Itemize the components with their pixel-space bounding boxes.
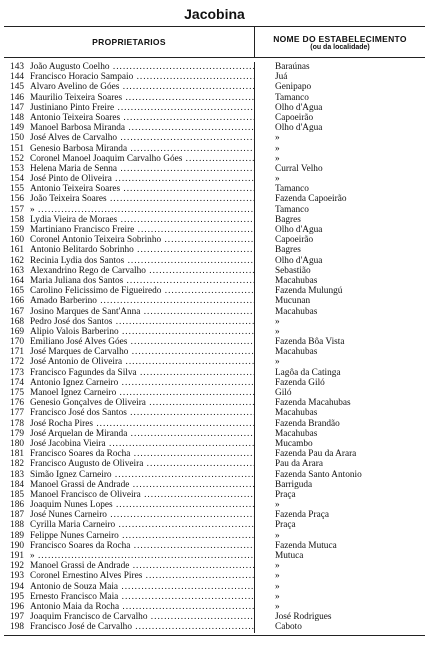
estabelecimento-cell: Olho d'Agua bbox=[275, 102, 323, 113]
estabelecimento-cell: Giló bbox=[275, 388, 292, 398]
row-number: 184 bbox=[10, 479, 24, 490]
row-number: 186 bbox=[10, 500, 24, 511]
proprietario-name: Recinia Lydia dos Santos bbox=[30, 255, 125, 266]
table-body bbox=[4, 58, 425, 635]
proprietario-cell bbox=[30, 286, 255, 296]
table-row bbox=[4, 144, 425, 154]
estabelecimento-cell: » bbox=[275, 530, 280, 541]
proprietario-cell bbox=[30, 480, 255, 490]
proprietario-name: Martiniano Francisco Freire bbox=[30, 225, 135, 235]
proprietario-name: José Alves de Carvalho bbox=[30, 133, 118, 144]
proprietario-cell bbox=[30, 378, 255, 388]
estabelecimento-cell: Genipapo bbox=[275, 82, 312, 93]
table-row bbox=[4, 245, 425, 255]
proprietario-name: José Pinto de Oliveira bbox=[30, 174, 112, 185]
row-number: 146 bbox=[10, 92, 24, 103]
header-estabelecimento bbox=[255, 27, 425, 57]
row-number: 176 bbox=[10, 398, 24, 409]
row-number: 180 bbox=[10, 438, 24, 449]
table-row bbox=[4, 133, 425, 143]
row-number: 159 bbox=[10, 225, 24, 235]
table-row bbox=[4, 317, 425, 327]
table-row bbox=[4, 307, 425, 317]
table-row bbox=[4, 357, 425, 367]
proprietario-name: Pedro José dos Santos bbox=[30, 316, 113, 327]
table-row bbox=[4, 225, 425, 235]
estabelecimento-cell: Macahubas bbox=[275, 306, 318, 317]
estabelecimento-cell: Olho d'Agua bbox=[275, 225, 323, 235]
estabelecimento-cell: » bbox=[275, 143, 280, 154]
proprietario-cell bbox=[30, 357, 255, 367]
estabelecimento-cell: Bagres bbox=[275, 214, 301, 225]
estabelecimento-cell: » bbox=[275, 571, 280, 582]
table-row bbox=[4, 500, 425, 510]
estabelecimento-cell: » bbox=[275, 601, 280, 612]
table-row bbox=[4, 510, 425, 520]
estabelecimento-cell: Macahubas bbox=[275, 347, 318, 358]
row-number: 183 bbox=[10, 469, 24, 480]
proprietario-cell bbox=[30, 368, 255, 378]
proprietario-cell bbox=[30, 582, 255, 592]
row-number: 162 bbox=[10, 255, 24, 266]
proprietario-cell bbox=[30, 470, 255, 480]
estabelecimento-cell: » bbox=[275, 591, 280, 602]
row-number: 153 bbox=[10, 163, 24, 174]
proprietario-name: Carolino Felicissimo de Figueiredo bbox=[30, 286, 162, 297]
proprietario-name: Francisco Augusto de Oliveira bbox=[30, 459, 144, 470]
proprietario-cell bbox=[30, 296, 255, 306]
table-row bbox=[4, 439, 425, 449]
proprietario-cell bbox=[30, 571, 255, 581]
table-row bbox=[4, 103, 425, 113]
table-row bbox=[4, 459, 425, 469]
estabelecimento-cell: Mucunan bbox=[275, 296, 311, 307]
estabelecimento-cell: Fazenda Brandão bbox=[275, 418, 340, 429]
page-title: Jacobina bbox=[184, 6, 245, 22]
estabelecimento-cell: » bbox=[275, 316, 280, 327]
row-number: 174 bbox=[10, 377, 24, 388]
proprietario-cell bbox=[30, 184, 255, 194]
estabelecimento-cell: Tamanco bbox=[275, 92, 309, 103]
estabelecimento-cell: » bbox=[275, 581, 280, 592]
proprietario-cell bbox=[30, 541, 255, 551]
proprietario-cell bbox=[30, 449, 255, 459]
table-row bbox=[4, 215, 425, 225]
row-number: 178 bbox=[10, 418, 24, 429]
proprietario-name: Francisco José de Carvalho bbox=[30, 622, 132, 633]
proprietario-cell bbox=[30, 459, 255, 469]
proprietario-name: Antonio de Souza Maia bbox=[30, 581, 119, 592]
proprietario-cell bbox=[30, 174, 255, 184]
row-number: 152 bbox=[10, 153, 24, 164]
estabelecimento-cell: Macahubas bbox=[275, 275, 318, 286]
table-row bbox=[4, 113, 425, 123]
table-row bbox=[4, 449, 425, 459]
proprietario-cell bbox=[30, 307, 255, 317]
proprietario-cell bbox=[30, 561, 255, 571]
row-number: 165 bbox=[10, 286, 24, 297]
proprietario-cell bbox=[30, 164, 255, 174]
proprietario-name: João Teixeira Soares bbox=[30, 194, 107, 205]
table-row bbox=[4, 266, 425, 276]
proprietario-name: Ernesto Francisco Maia bbox=[30, 591, 119, 602]
proprietario-cell bbox=[30, 266, 255, 276]
proprietario-name: Antonio Ignez Carneiro bbox=[30, 377, 119, 388]
estabelecimento-cell: » bbox=[275, 561, 280, 572]
estabelecimento-cell: Tamanco bbox=[275, 204, 309, 215]
estabelecimento-cell: Fazenda Capoeirão bbox=[275, 194, 347, 205]
row-number: 161 bbox=[10, 245, 24, 256]
estabelecimento-cell: Macahubas bbox=[275, 428, 318, 439]
table-row bbox=[4, 62, 425, 72]
row-number: 197 bbox=[10, 612, 24, 623]
estabelecimento-cell: Capoeirão bbox=[275, 112, 314, 123]
row-number: 143 bbox=[10, 62, 24, 72]
proprietario-name: Maria Juliana dos Santos bbox=[30, 275, 124, 286]
table-row bbox=[4, 194, 425, 204]
row-number: 158 bbox=[10, 214, 24, 225]
row-number: 167 bbox=[10, 306, 24, 317]
proprietario-cell bbox=[30, 225, 255, 235]
row-number: 163 bbox=[10, 265, 24, 276]
estabelecimento-cell: Fazenda Pau da Arara bbox=[275, 449, 357, 460]
row-number: 145 bbox=[10, 82, 24, 93]
row-number: 179 bbox=[10, 428, 24, 439]
proprietario-name: Francisco Soares da Rocha bbox=[30, 449, 131, 460]
row-number: 177 bbox=[10, 408, 24, 419]
proprietario-name: Joaquim Nunes Lopes bbox=[30, 500, 113, 511]
table-row bbox=[4, 429, 425, 439]
proprietario-name: Manoel Francisco de Oliveira bbox=[30, 489, 141, 500]
proprietario-cell bbox=[30, 133, 255, 143]
proprietario-cell bbox=[30, 622, 255, 632]
table-row bbox=[4, 419, 425, 429]
table-row bbox=[4, 561, 425, 571]
row-number: 148 bbox=[10, 112, 24, 123]
header-proprietarios-label: PROPRIETARIOS bbox=[92, 37, 166, 47]
proprietario-name: José Jacobina Vieira bbox=[30, 438, 106, 449]
table-row bbox=[4, 368, 425, 378]
registry-table bbox=[4, 26, 425, 636]
proprietario-name: Francisco Horacio Sampaio bbox=[30, 72, 134, 83]
proprietario-cell bbox=[30, 602, 255, 612]
proprietario-name: Justiniano Pinto Freire bbox=[30, 102, 115, 113]
estabelecimento-cell: Macahubas bbox=[275, 408, 318, 419]
table-row bbox=[4, 72, 425, 82]
proprietario-cell bbox=[30, 500, 255, 510]
row-number: 150 bbox=[10, 133, 24, 144]
row-number: 188 bbox=[10, 520, 24, 531]
row-number: 164 bbox=[10, 275, 24, 286]
proprietario-name: Maurilio Teixeira Soares bbox=[30, 92, 123, 103]
proprietario-cell bbox=[30, 531, 255, 541]
estabelecimento-cell: Pau da Arara bbox=[275, 459, 324, 470]
proprietario-cell bbox=[30, 317, 255, 327]
proprietario-name: José Arquelan de Miranda bbox=[30, 428, 128, 439]
proprietario-name: Josino Marques de Sant'Anna bbox=[30, 306, 141, 317]
row-number: 193 bbox=[10, 571, 24, 582]
row-number: 187 bbox=[10, 510, 24, 521]
proprietario-name: Francisco Fagundes da Silva bbox=[30, 367, 137, 378]
table-row bbox=[4, 276, 425, 286]
proprietario-name: José Antonio de Oliveira bbox=[30, 357, 123, 368]
table-row bbox=[4, 82, 425, 92]
estabelecimento-cell: » bbox=[275, 357, 280, 368]
proprietario-name: José Marques de Carvalho bbox=[30, 347, 129, 358]
proprietario-name: » bbox=[30, 204, 35, 215]
row-number: 149 bbox=[10, 123, 24, 134]
table-row bbox=[4, 388, 425, 398]
proprietario-cell bbox=[30, 592, 255, 602]
proprietario-name: Manoel Grassi de Andrade bbox=[30, 479, 130, 490]
proprietario-name: Helena Maria de Senna bbox=[30, 163, 117, 174]
row-number: 195 bbox=[10, 591, 24, 602]
estabelecimento-cell: Olho d'Agua bbox=[275, 123, 323, 134]
estabelecimento-cell: Fazenda Mutuca bbox=[275, 540, 337, 551]
estabelecimento-cell: Mucambo bbox=[275, 438, 313, 449]
row-number: 168 bbox=[10, 316, 24, 327]
proprietario-name: Manoel Barbosa Miranda bbox=[30, 123, 126, 134]
row-number: 182 bbox=[10, 459, 24, 470]
row-number: 185 bbox=[10, 489, 24, 500]
estabelecimento-cell: Baraúnas bbox=[275, 62, 310, 72]
table-row bbox=[4, 541, 425, 551]
proprietario-name: » bbox=[30, 551, 35, 561]
header-estabelecimento-label: NOME DO ESTABELECIMENTO bbox=[273, 33, 407, 44]
row-number: 173 bbox=[10, 367, 24, 378]
proprietario-cell bbox=[30, 103, 255, 113]
proprietario-name: José Rocha Pires bbox=[30, 418, 94, 429]
estabelecimento-cell: Juá bbox=[275, 72, 288, 83]
estabelecimento-cell: Sebastião bbox=[275, 265, 311, 276]
table-row bbox=[4, 551, 425, 561]
proprietario-name: Emiliano José Alves Góes bbox=[30, 337, 128, 348]
table-row bbox=[4, 398, 425, 408]
proprietario-cell bbox=[30, 398, 255, 408]
proprietario-cell bbox=[30, 520, 255, 530]
row-number: 190 bbox=[10, 540, 24, 551]
proprietario-name: Felippe Nunes Carneiro bbox=[30, 530, 119, 541]
table-row bbox=[4, 602, 425, 612]
row-number: 154 bbox=[10, 174, 24, 185]
row-number: 175 bbox=[10, 388, 24, 398]
table-row bbox=[4, 337, 425, 347]
proprietario-name: Manoel Grassi de Andrade bbox=[30, 561, 130, 572]
proprietario-name: Alexandrino Rego de Carvalho bbox=[30, 265, 146, 276]
row-number: 170 bbox=[10, 337, 24, 348]
proprietario-cell bbox=[30, 82, 255, 92]
row-number: 172 bbox=[10, 357, 24, 368]
proprietario-cell bbox=[30, 337, 255, 347]
proprietario-name: Lydia Vieira de Moraes bbox=[30, 214, 118, 225]
proprietario-name: Coronel Manoel Joaquim Carvalho Góes bbox=[30, 153, 183, 164]
table-row bbox=[4, 622, 425, 632]
proprietario-cell bbox=[30, 245, 255, 255]
estabelecimento-cell: Curral Velho bbox=[275, 163, 323, 174]
table-row bbox=[4, 327, 425, 337]
proprietario-cell bbox=[30, 439, 255, 449]
estabelecimento-cell: » bbox=[275, 326, 280, 337]
table-row bbox=[4, 286, 425, 296]
proprietario-cell bbox=[30, 510, 255, 520]
estabelecimento-cell: Fazenda Santo Antonio bbox=[275, 469, 362, 480]
proprietario-name: Alvaro Avelino de Góes bbox=[30, 82, 120, 93]
table-row bbox=[4, 347, 425, 357]
table-row bbox=[4, 571, 425, 581]
estabelecimento-cell: » bbox=[275, 133, 280, 144]
row-number: 171 bbox=[10, 347, 24, 358]
row-number: 192 bbox=[10, 561, 24, 572]
table-row bbox=[4, 408, 425, 418]
row-number: 147 bbox=[10, 102, 24, 113]
proprietario-name: Cyrilla Maria Carneiro bbox=[30, 520, 116, 531]
estabelecimento-cell: » bbox=[275, 500, 280, 511]
proprietario-cell bbox=[30, 327, 255, 337]
proprietario-cell bbox=[30, 93, 255, 103]
table-row bbox=[4, 470, 425, 480]
estabelecimento-cell: Olho d'Agua bbox=[275, 255, 323, 266]
row-number: 189 bbox=[10, 530, 24, 541]
estabelecimento-cell: Fazenda Giló bbox=[275, 377, 325, 388]
proprietario-name: Antonio Belitardo Sobrinho bbox=[30, 245, 134, 256]
proprietario-cell bbox=[30, 154, 255, 164]
table-row bbox=[4, 205, 425, 215]
proprietario-name: Francisco José dos Santos bbox=[30, 408, 127, 419]
row-number: 198 bbox=[10, 622, 24, 633]
estabelecimento-cell: Tamanco bbox=[275, 184, 309, 195]
header-proprietarios bbox=[4, 27, 255, 57]
table-row bbox=[4, 296, 425, 306]
proprietario-name: Genesio Barbosa Miranda bbox=[30, 143, 128, 154]
proprietario-name: João Augusto Coelho bbox=[30, 62, 110, 72]
proprietario-cell bbox=[30, 347, 255, 357]
table-row bbox=[4, 520, 425, 530]
proprietario-cell bbox=[30, 429, 255, 439]
table-row bbox=[4, 480, 425, 490]
proprietario-name: Simão Ignez Carneiro bbox=[30, 469, 112, 480]
row-number: 196 bbox=[10, 601, 24, 612]
proprietario-cell bbox=[30, 205, 255, 215]
table-row bbox=[4, 592, 425, 602]
estabelecimento-cell: Bagres bbox=[275, 245, 301, 256]
proprietario-cell bbox=[30, 408, 255, 418]
table-row bbox=[4, 256, 425, 266]
proprietario-cell bbox=[30, 72, 255, 82]
estabelecimento-cell: Fazenda Praça bbox=[275, 510, 329, 521]
estabelecimento-cell: Mutuca bbox=[275, 551, 304, 561]
proprietario-cell bbox=[30, 388, 255, 398]
row-number: 194 bbox=[10, 581, 24, 592]
proprietario-name: Coronel Antonio Teixeira Sobrinho bbox=[30, 235, 162, 246]
row-number: 155 bbox=[10, 184, 24, 195]
proprietario-cell bbox=[30, 235, 255, 245]
proprietario-cell bbox=[30, 62, 255, 72]
table-row bbox=[4, 612, 425, 622]
estabelecimento-cell: » bbox=[275, 153, 280, 164]
table-row bbox=[4, 154, 425, 164]
row-number: 151 bbox=[10, 143, 24, 154]
table-row bbox=[4, 164, 425, 174]
proprietario-name: Genesio Gonçalves de Oliveira bbox=[30, 398, 146, 409]
table-row bbox=[4, 93, 425, 103]
table-row bbox=[4, 490, 425, 500]
estabelecimento-cell: Caboto bbox=[275, 622, 302, 633]
proprietario-cell bbox=[30, 276, 255, 286]
row-number: 191 bbox=[10, 551, 24, 561]
proprietario-cell bbox=[30, 256, 255, 266]
table-row bbox=[4, 174, 425, 184]
proprietario-name: Francisco Soares da Rocha bbox=[30, 540, 131, 551]
table-row bbox=[4, 235, 425, 245]
table-header bbox=[4, 27, 425, 58]
row-number: 144 bbox=[10, 72, 24, 83]
proprietario-name: Coronel Ernestino Alves Pires bbox=[30, 571, 143, 582]
proprietario-cell bbox=[30, 144, 255, 154]
estabelecimento-cell: Praça bbox=[275, 489, 296, 500]
proprietario-cell bbox=[30, 123, 255, 133]
row-number: 169 bbox=[10, 326, 24, 337]
table-row bbox=[4, 531, 425, 541]
row-number: 157 bbox=[10, 204, 24, 215]
estabelecimento-cell: » bbox=[275, 174, 280, 185]
table-row bbox=[4, 582, 425, 592]
row-number: 156 bbox=[10, 194, 24, 205]
proprietario-name: Alipio Valois Barberino bbox=[30, 326, 119, 337]
header-localidade-label: (ou da localidade) bbox=[310, 43, 370, 51]
estabelecimento-cell: Barriguda bbox=[275, 479, 313, 490]
table-row bbox=[4, 123, 425, 133]
proprietario-name: Manoel Ignez Carneiro bbox=[30, 388, 117, 398]
estabelecimento-cell: José Rodrigues bbox=[275, 612, 332, 623]
row-number: 181 bbox=[10, 449, 24, 460]
table-row bbox=[4, 378, 425, 388]
proprietario-cell bbox=[30, 113, 255, 123]
proprietario-name: Joaquim Francisco de Carvalho bbox=[30, 612, 148, 623]
proprietario-name: Antonio Maia da Rocha bbox=[30, 601, 120, 612]
estabelecimento-cell: Lagôa da Catinga bbox=[275, 367, 341, 378]
proprietario-cell bbox=[30, 419, 255, 429]
estabelecimento-cell: Fazenda Bôa Vista bbox=[275, 337, 345, 348]
estabelecimento-cell: Capoeirão bbox=[275, 235, 314, 246]
row-number: 160 bbox=[10, 235, 24, 246]
proprietario-cell bbox=[30, 194, 255, 204]
proprietario-cell bbox=[30, 215, 255, 225]
estabelecimento-cell: Fazenda Macahubas bbox=[275, 398, 351, 409]
proprietario-name: Antonio Teixeira Soares bbox=[30, 184, 121, 195]
proprietario-name: Amado Barberino bbox=[30, 296, 97, 307]
estabelecimento-cell: Fazenda Mulungú bbox=[275, 286, 343, 297]
proprietario-name: Antonio Teixeira Soares bbox=[30, 112, 121, 123]
row-number: 166 bbox=[10, 296, 24, 307]
table-row bbox=[4, 184, 425, 194]
proprietario-cell bbox=[30, 612, 255, 622]
proprietario-cell bbox=[30, 490, 255, 500]
proprietario-name: José Nunes Carneiro bbox=[30, 510, 107, 521]
proprietario-cell bbox=[30, 551, 255, 561]
estabelecimento-cell: Praça bbox=[275, 520, 296, 531]
